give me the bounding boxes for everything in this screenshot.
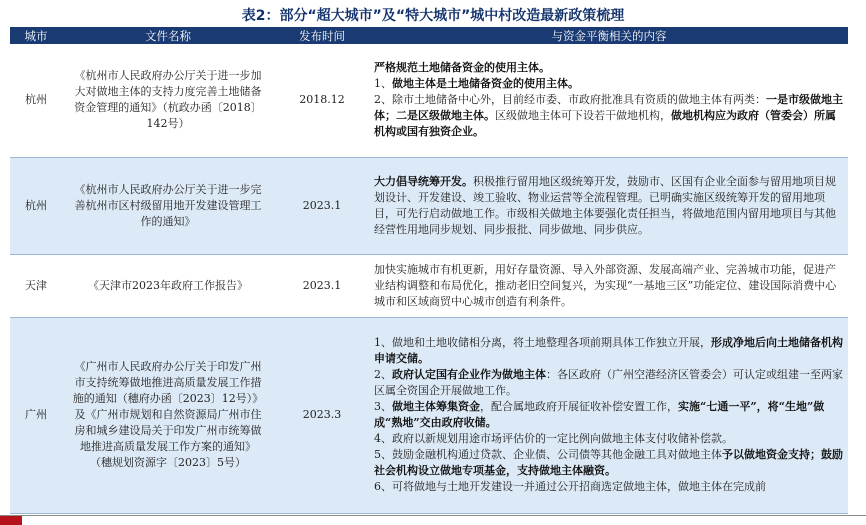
content-paragraph: [374, 399, 844, 431]
content-bold-text: 政府认定国有企业作为做地主体: [392, 368, 546, 381]
content-text: 加快实施城市有机更新，用好存量资源、导入外部资源、发展高端产业、完善城市功能，促进产业结构调整和布局优化，推动老旧空间复兴，为实现“一基地三区”功能定位、建设国际消费中心城市和区域商贸中心城市创造有利条件。: [374, 262, 837, 308]
content-bold-text: 予以做地资金支持；鼓励社会机构设立做地专项基金，支持做地主体融资。: [374, 448, 843, 477]
file-cell: 《杭州市人民政府办公厅关于进一步完善杭州市区村级留用地开发建设管理工作的通知》: [62, 157, 274, 254]
policy-table: [10, 27, 848, 514]
file-cell: 《天津市2023年政府工作报告》: [62, 254, 274, 317]
content-text: 6、可将做地与土地开发建设一并通过公开招商选定做地主体，做地主体在完成前: [374, 480, 766, 493]
content-paragraph: [374, 479, 844, 495]
content-bold-text: 做地机构应为政府（管委会）所属机构或国有独资企业。: [374, 109, 836, 139]
content-paragraph: [374, 335, 844, 367]
content-paragraph: [374, 262, 844, 310]
city-cell: 杭州: [10, 44, 62, 157]
content-bold-text: 形成净地后向土地储备机构申请交储。: [374, 336, 843, 365]
city-cell: 天津: [10, 254, 62, 317]
footer-divider: [0, 515, 866, 516]
header-content: 与资金平衡相关的内容: [370, 27, 848, 44]
content-bold-text: 大力倡导统筹开发。: [374, 174, 473, 188]
content-text: 3、: [374, 400, 392, 413]
content-text: ，配合属地政府开展征收补偿安置工作，: [480, 400, 678, 413]
date-cell: 2023.3: [274, 317, 370, 513]
date-cell: 2018.12: [274, 44, 370, 157]
content-bold-text: 严格规范土地储备资金的使用主体。: [374, 61, 550, 75]
table-row: [10, 254, 848, 317]
content-text: 2、除市土地储备中心外，目前经市委、市政府批准具有资质的做地主体有两类：: [374, 93, 766, 107]
content-cell: [370, 254, 848, 317]
table-title: 表2：部分“超大城市”及“特大城市”城中村改造最新政策梳理: [241, 8, 625, 24]
date-cell: 2023.1: [274, 254, 370, 317]
content-text: 1、: [374, 77, 392, 91]
content-paragraph: [374, 367, 844, 399]
city-cell: 杭州: [10, 157, 62, 254]
city-cell: 广州: [10, 317, 62, 513]
content-cell: [370, 44, 848, 157]
content-bold-text: 做地主体筹集资金: [392, 400, 480, 413]
file-cell: 《广州市人民政府办公厅关于印发广州市支持统筹做地推进高质量发展工作措施的通知（穗府办函〔2023〕12号）》及《广州市规划和自然资源局广州市住房和城乡建设局关于印发广州市统筹做地推进高质量发展工作方案的通知》（穗规划资源字〔2023〕5号）: [62, 317, 274, 513]
content-paragraph: [374, 76, 844, 92]
content-text: ：各区政府（广州空港经济区管委会）可认定或组建一至两家区属全资国企开展做地工作。: [374, 368, 843, 397]
file-cell: 《杭州市人民政府办公厅关于进一步加大对做地主体的支持力度完善土地储备资金管理的通知》（杭政办函〔2018〕142号）: [62, 44, 274, 157]
content-paragraph: [374, 174, 844, 238]
content-text: 2、: [374, 368, 392, 381]
table-row: [10, 317, 848, 513]
table-row: [10, 44, 848, 157]
content-text: 积极推行留用地区级统筹开发，鼓励市、区国有企业全面参与留用地项目规划设计、开发建设、竣工验收、物业运营等全流程管理。已明确实施区级统筹开发的留用地项目，可先行启动做地工作。市级相关做地主体要强化责任担当，将做地范围内留用地项目与其他经营性用地同步规划、同步报批、同步做地、同步供应。: [374, 174, 836, 236]
footer-brand-mark: [0, 516, 22, 525]
content-paragraph: [374, 92, 844, 140]
content-paragraph: [374, 60, 844, 76]
header-row: [10, 27, 848, 44]
content-text: 4、政府以新规划用途市场评估价的一定比例向做地主体支付收储补偿款。: [374, 432, 733, 445]
header-file: 文件名称: [62, 27, 274, 44]
content-bold-text: 一是市级做地主体；二是区级做地主体。: [374, 93, 843, 123]
header-date: 发布时间: [274, 27, 370, 44]
content-text: 5、鼓励金融机构通过贷款、企业债、公司债等其他金融工具对做地主体: [374, 448, 722, 461]
content-paragraph: [374, 447, 844, 479]
content-cell: [370, 317, 848, 513]
date-cell: 2023.1: [274, 157, 370, 254]
header-city: 城市: [10, 27, 62, 44]
content-paragraph: [374, 431, 844, 447]
content-bold-text: 做地主体是土地储备资金的使用主体。: [392, 77, 579, 91]
content-cell: [370, 157, 848, 254]
content-text: 1、做地和土地收储相分离，将土地整理各项前期具体工作独立开展，: [374, 336, 711, 349]
table-row: [10, 157, 848, 254]
content-text: 区级做地主体可下设若干做地机构，: [495, 109, 671, 123]
content-bold-text: 实施“七通一平”，将“生地”做成“熟地”交由政府收储。: [374, 400, 825, 429]
